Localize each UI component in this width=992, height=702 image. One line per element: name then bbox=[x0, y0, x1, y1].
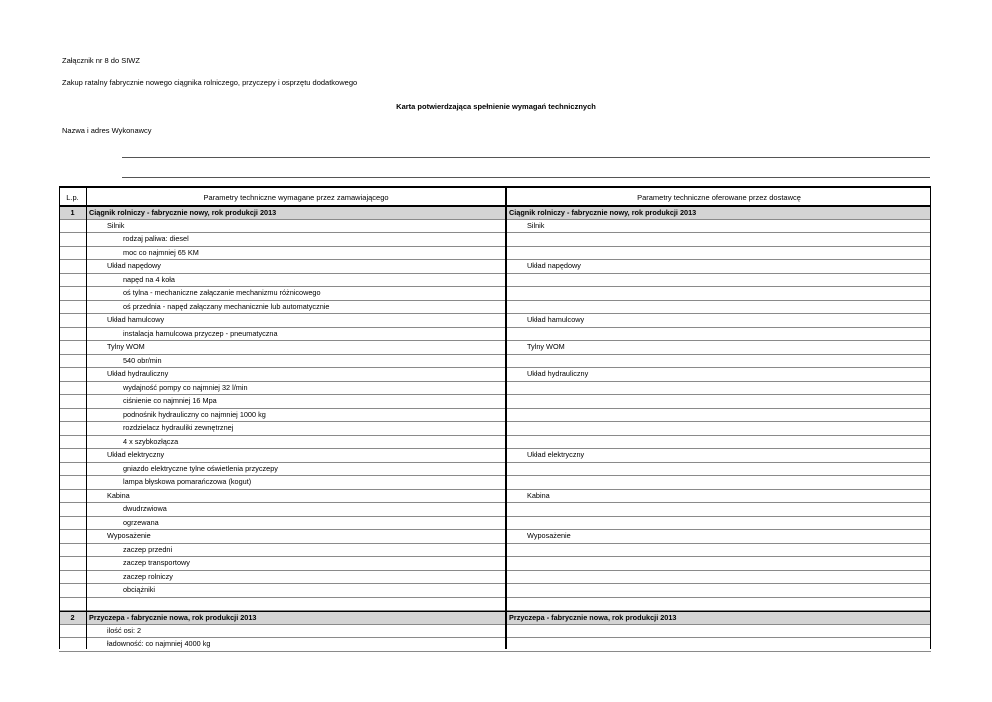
cell-lp bbox=[59, 301, 86, 314]
table-row bbox=[59, 517, 931, 531]
contractor-line-2 bbox=[122, 177, 930, 178]
annex-label: Załącznik nr 8 do SIWZ bbox=[62, 56, 140, 65]
cell-lp bbox=[59, 328, 86, 341]
cell-required: Układ hydrauliczny bbox=[107, 369, 169, 378]
cell-offered bbox=[507, 436, 931, 449]
table-row bbox=[59, 638, 931, 652]
table-header bbox=[59, 186, 931, 206]
cell-required: napęd na 4 koła bbox=[123, 274, 175, 284]
page-title: Karta potwierdzająca spełnienie wymagań technicznych bbox=[396, 102, 596, 111]
table-row bbox=[59, 449, 931, 463]
cell-required: Przyczepa - fabrycznie nowa, rok produkcji 2013 bbox=[89, 613, 257, 622]
cell-offered bbox=[507, 571, 931, 584]
requirements-table bbox=[59, 186, 931, 652]
cell-lp bbox=[59, 368, 86, 381]
cell-lp: 2 bbox=[70, 613, 75, 622]
table-row bbox=[59, 503, 931, 517]
cell-offered bbox=[507, 422, 931, 435]
cell-required: rozdzielacz hydrauliki zewnętrznej bbox=[123, 423, 234, 432]
table-row bbox=[59, 584, 931, 598]
cell-offered: Kabina bbox=[527, 490, 550, 500]
table-row bbox=[59, 463, 931, 477]
table-divider-lp bbox=[86, 186, 87, 649]
cell-lp bbox=[59, 544, 86, 557]
cell-offered bbox=[507, 584, 931, 597]
table-row bbox=[59, 301, 931, 315]
cell-lp bbox=[59, 220, 86, 233]
cell-required: Tylny WOM bbox=[107, 342, 145, 351]
cell-offered bbox=[507, 476, 931, 489]
table-body bbox=[59, 206, 931, 652]
cell-offered: Układ hamulcowy bbox=[527, 315, 585, 324]
table-row bbox=[59, 355, 931, 369]
contractor-label: Nazwa i adres Wykonawcy bbox=[62, 126, 152, 135]
cell-lp bbox=[59, 598, 86, 611]
cell-required: obciążniki bbox=[123, 585, 156, 594]
cell-lp bbox=[59, 436, 86, 449]
cell-lp bbox=[59, 517, 86, 530]
cell-required: 540 obr/min bbox=[123, 355, 162, 365]
cell-offered bbox=[507, 409, 931, 422]
cell-lp bbox=[59, 584, 86, 597]
table-row bbox=[59, 409, 931, 423]
cell-required: ładowność: co najmniej 4000 kg bbox=[107, 639, 211, 648]
cell-required: Kabina bbox=[107, 490, 130, 500]
cell-required: zaczep rolniczy bbox=[123, 571, 173, 581]
cell-lp bbox=[59, 233, 86, 246]
section-row bbox=[59, 611, 931, 625]
cell-required: zaczep transportowy bbox=[123, 558, 190, 567]
cell-offered bbox=[507, 557, 931, 570]
cell-lp bbox=[59, 247, 86, 260]
cell-lp bbox=[59, 260, 86, 273]
table-row bbox=[59, 247, 931, 261]
cell-lp bbox=[59, 449, 86, 462]
cell-lp bbox=[59, 287, 86, 300]
table-row bbox=[59, 368, 931, 382]
cell-offered bbox=[507, 328, 931, 341]
cell-lp bbox=[59, 395, 86, 408]
cell-lp bbox=[59, 625, 86, 638]
table-row bbox=[59, 490, 931, 504]
cell-lp bbox=[59, 530, 86, 543]
cell-offered: Układ elektryczny bbox=[527, 450, 585, 459]
cell-lp bbox=[59, 638, 86, 651]
table-row bbox=[59, 328, 931, 342]
table-row bbox=[59, 422, 931, 436]
table-row bbox=[59, 341, 931, 355]
cell-required: podnośnik hydrauliczny co najmniej 1000 kg bbox=[123, 409, 266, 419]
cell-required: Wyposażenie bbox=[107, 531, 151, 540]
cell-required: Silnik bbox=[107, 220, 125, 230]
header-offered: Parametry techniczne oferowane przez dostawcę bbox=[637, 193, 801, 202]
cell-lp bbox=[59, 355, 86, 368]
cell-offered bbox=[507, 274, 931, 287]
table-row bbox=[59, 530, 931, 544]
contractor-line-1 bbox=[122, 157, 930, 158]
subject-text: Zakup ratalny fabrycznie nowego ciągnika rolniczego, przyczepy i osprzętu dodatkowego bbox=[62, 78, 358, 87]
table-row bbox=[59, 287, 931, 301]
cell-lp: 1 bbox=[70, 208, 75, 217]
header-required: Parametry techniczne wymagane przez zamawiającego bbox=[203, 193, 389, 202]
cell-lp bbox=[59, 557, 86, 570]
cell-offered bbox=[507, 247, 931, 260]
table-row bbox=[59, 382, 931, 396]
cell-offered: Tylny WOM bbox=[527, 342, 565, 351]
cell-offered: Ciągnik rolniczy - fabrycznie nowy, rok produkcji 2013 bbox=[509, 208, 697, 217]
cell-offered bbox=[507, 517, 931, 530]
header-lp: L.p. bbox=[66, 193, 79, 202]
cell-required: oś tylna - mechaniczne załączanie mechanizmu różnicowego bbox=[123, 288, 321, 297]
cell-lp bbox=[59, 490, 86, 503]
table-row bbox=[59, 476, 931, 490]
cell-required: ogrzewana bbox=[123, 517, 159, 527]
cell-lp bbox=[59, 422, 86, 435]
cell-required: lampa błyskowa pomarańczowa (kogut) bbox=[123, 477, 252, 486]
cell-lp bbox=[59, 463, 86, 476]
cell-lp bbox=[59, 409, 86, 422]
table-row bbox=[59, 557, 931, 571]
table-row bbox=[59, 436, 931, 450]
cell-offered bbox=[507, 598, 931, 611]
cell-required: Układ napędowy bbox=[107, 261, 161, 270]
table-row bbox=[59, 314, 931, 328]
cell-offered: Silnik bbox=[527, 220, 545, 230]
table-row bbox=[59, 571, 931, 585]
cell-lp bbox=[59, 314, 86, 327]
cell-required: oś przednia - napęd załączany mechanicznie lub automatycznie bbox=[123, 301, 330, 311]
cell-required: moc co najmniej 65 KM bbox=[123, 247, 199, 257]
cell-required: wydajność pompy co najmniej 32 l/min bbox=[123, 382, 248, 392]
table-row bbox=[59, 260, 931, 274]
cell-required: ilość osi: 2 bbox=[107, 625, 142, 635]
cell-lp bbox=[59, 571, 86, 584]
cell-offered bbox=[507, 503, 931, 516]
cell-offered bbox=[507, 355, 931, 368]
table-row bbox=[59, 544, 931, 558]
table-row bbox=[59, 233, 931, 247]
cell-lp bbox=[59, 382, 86, 395]
table-row bbox=[59, 220, 931, 234]
table-row bbox=[59, 274, 931, 288]
cell-required: ciśnienie co najmniej 16 Mpa bbox=[123, 396, 217, 405]
cell-lp bbox=[59, 503, 86, 516]
table-border-left bbox=[59, 186, 60, 649]
cell-offered bbox=[507, 638, 931, 651]
cell-offered bbox=[507, 382, 931, 395]
cell-required: gniazdo elektryczne tylne oświetlenia przyczepy bbox=[123, 463, 278, 473]
cell-required: dwudrzwiowa bbox=[123, 504, 167, 513]
cell-required: Układ hamulcowy bbox=[107, 315, 165, 324]
table-row bbox=[59, 395, 931, 409]
table-divider-mid bbox=[505, 186, 507, 649]
cell-offered bbox=[507, 544, 931, 557]
cell-offered: Układ hydrauliczny bbox=[527, 369, 589, 378]
table-row bbox=[59, 598, 931, 612]
table-row bbox=[59, 625, 931, 639]
cell-required: rodzaj paliwa: diesel bbox=[123, 234, 189, 243]
cell-offered bbox=[507, 395, 931, 408]
section-row bbox=[59, 206, 931, 220]
cell-offered bbox=[507, 301, 931, 314]
cell-required: Układ elektryczny bbox=[107, 450, 165, 459]
cell-offered bbox=[507, 233, 931, 246]
cell-required: 4 x szybkozłącza bbox=[123, 436, 179, 446]
cell-offered: Wyposażenie bbox=[527, 531, 571, 540]
cell-offered bbox=[507, 463, 931, 476]
table-border-right bbox=[930, 186, 931, 649]
cell-required: Ciągnik rolniczy - fabrycznie nowy, rok produkcji 2013 bbox=[89, 208, 277, 217]
cell-offered: Przyczepa - fabrycznie nowa, rok produkcji 2013 bbox=[509, 613, 677, 622]
cell-required: instalacja hamulcowa przyczep - pneumatyczna bbox=[123, 328, 278, 338]
cell-lp bbox=[59, 476, 86, 489]
cell-required bbox=[87, 598, 505, 611]
cell-offered bbox=[507, 287, 931, 300]
cell-lp bbox=[59, 274, 86, 287]
cell-offered: Układ napędowy bbox=[527, 261, 581, 270]
cell-lp bbox=[59, 341, 86, 354]
cell-required: zaczep przedni bbox=[123, 544, 173, 554]
cell-offered bbox=[507, 625, 931, 638]
